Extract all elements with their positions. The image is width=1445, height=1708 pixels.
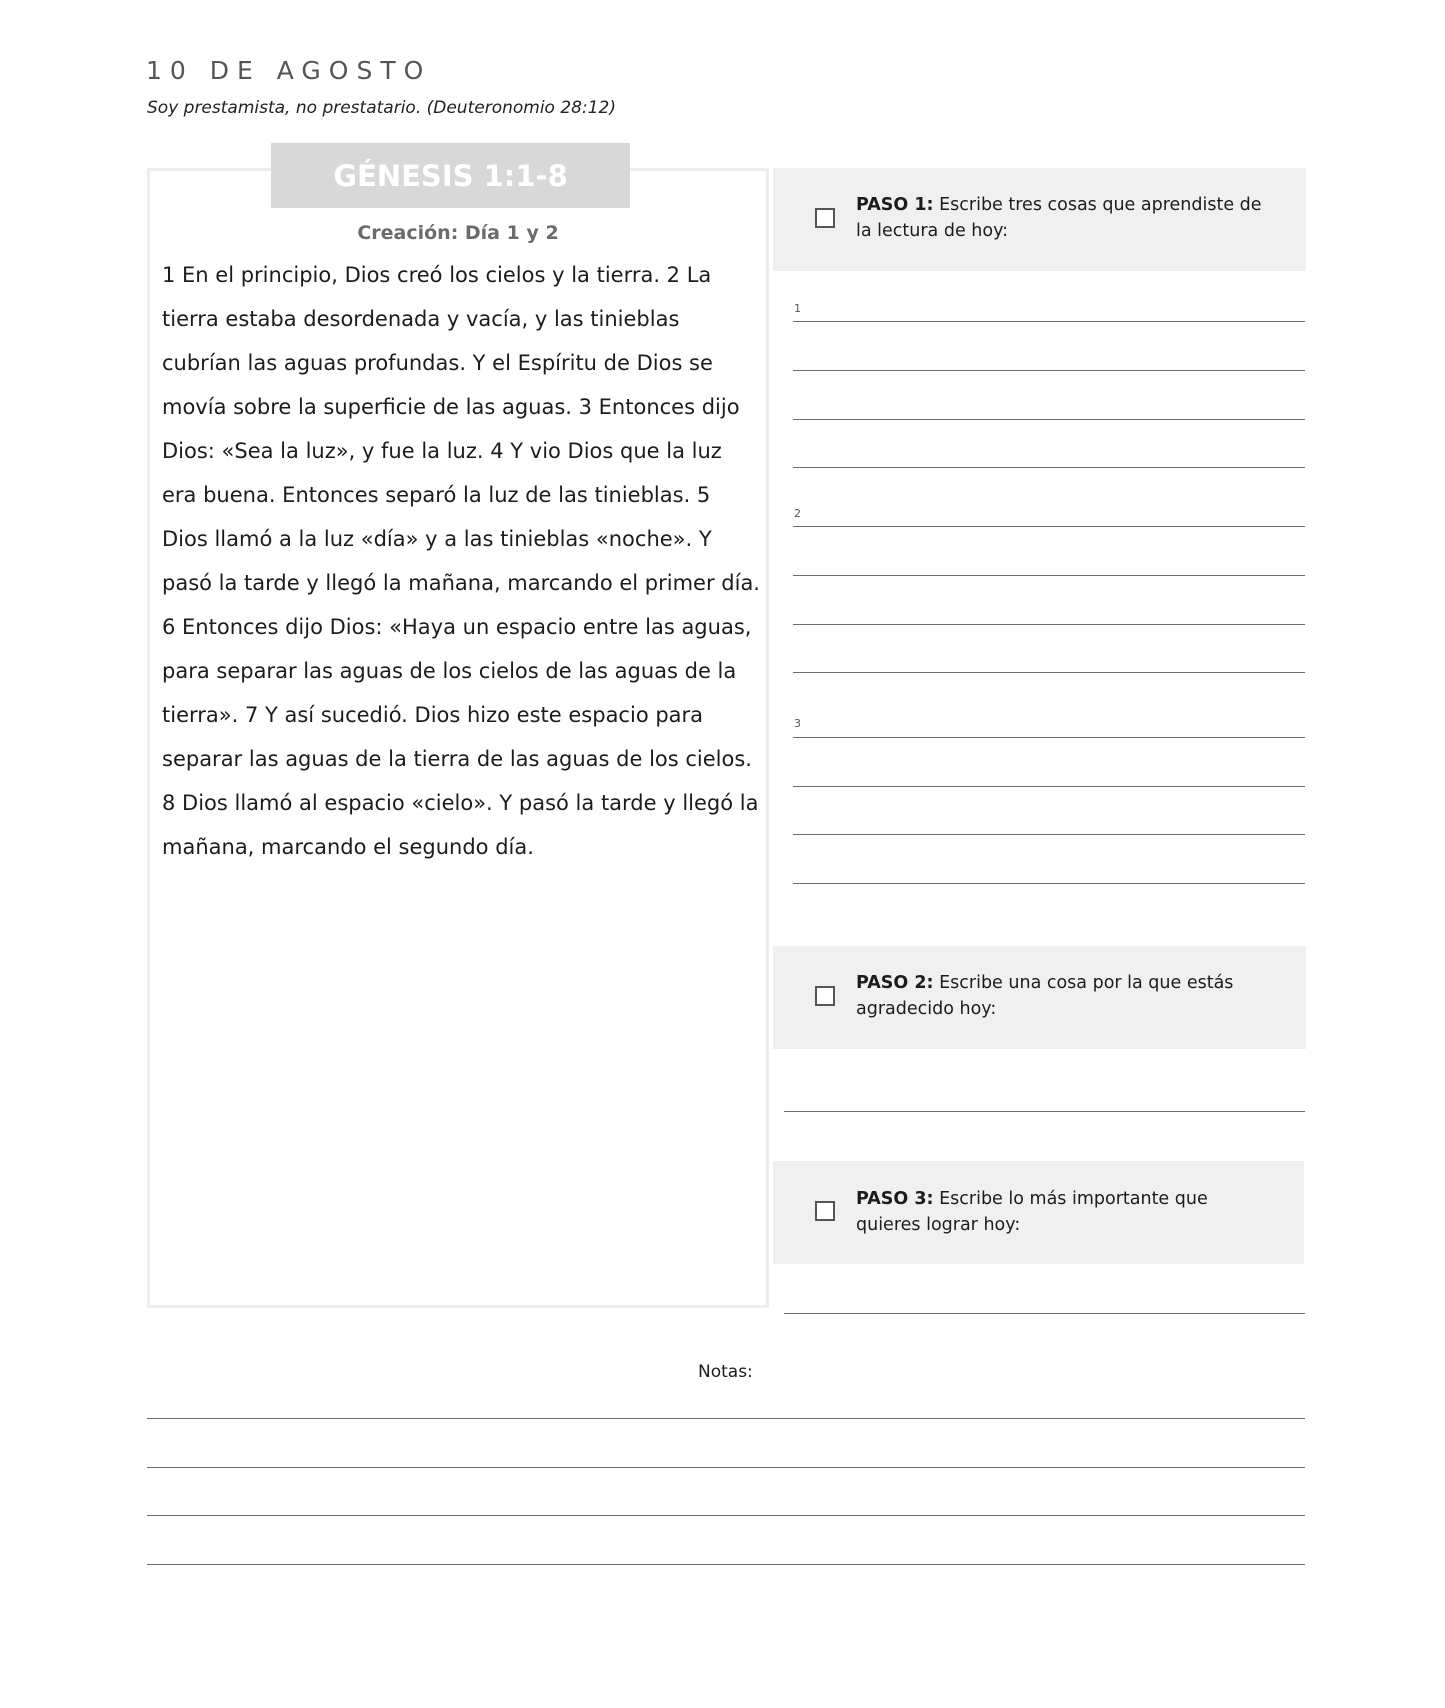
answer-line[interactable] — [793, 834, 1305, 835]
answer-line[interactable] — [784, 1313, 1305, 1314]
reading-subtitle: Creación: Día 1 y 2 — [357, 222, 559, 244]
notes-line[interactable] — [147, 1515, 1305, 1516]
answer-line[interactable] — [793, 526, 1305, 527]
step-2-label: PASO 2: — [856, 973, 934, 993]
answer-line[interactable] — [793, 575, 1305, 576]
reading-title-band — [271, 143, 630, 208]
notes-line[interactable] — [147, 1564, 1305, 1565]
answer-number-2: 2 — [794, 507, 801, 520]
notes-label: Notas: — [698, 1362, 753, 1382]
step-1-label: PASO 1: — [856, 195, 934, 215]
step-3-instructions — [856, 1186, 1266, 1238]
answer-number-3: 3 — [794, 717, 801, 730]
step-2-checkbox[interactable] — [815, 986, 835, 1006]
step-1-instructions — [856, 192, 1266, 244]
step-3-label: PASO 3: — [856, 1189, 934, 1209]
answer-line[interactable] — [793, 624, 1305, 625]
daily-verse: Soy prestamista, no prestatario. (Deuteronomio 28:12) — [147, 98, 616, 118]
answer-line[interactable] — [793, 321, 1305, 322]
answer-line[interactable] — [793, 672, 1305, 673]
answer-line[interactable] — [793, 786, 1305, 787]
answer-line[interactable] — [793, 419, 1305, 420]
answer-line[interactable] — [784, 1111, 1305, 1112]
reading-title: GÉNESIS 1:1-8 — [333, 158, 568, 193]
notes-line[interactable] — [147, 1467, 1305, 1468]
answer-line[interactable] — [793, 883, 1305, 884]
step-1-checkbox[interactable] — [815, 208, 835, 228]
step-3-text: Escribe lo más importante que quieres lograr hoy: — [856, 1189, 1208, 1235]
answer-line[interactable] — [793, 467, 1305, 468]
step-3-checkbox[interactable] — [815, 1201, 835, 1221]
answer-number-1: 1 — [794, 302, 801, 315]
notes-line[interactable] — [147, 1418, 1305, 1419]
page-date: 10 DE AGOSTO — [146, 56, 432, 85]
answer-line[interactable] — [793, 737, 1305, 738]
step-2-text: Escribe una cosa por la que estás agradecido hoy: — [856, 973, 1234, 1019]
reading-passage: 1 En el principio, Dios creó los cielos y la tierra. 2 La tierra estaba desordenada y vacía, y las tinieblas cubrían las aguas profundas. Y el Espíritu de Dios se movía sobre la superficie de las aguas. 3 Entonces dijo Dios: «Sea la luz», y fue la luz. 4 Y vio Dios que la luz era buena. Entonces separó la luz de las tinieblas. 5 Dios llamó a la luz «día» y a las tinieblas «noche». Y pasó la tarde y llegó la mañana, marcando el primer día. 6 Entonces dijo Dios: «Haya un espacio entre las aguas, para separar las aguas de los cielos de las aguas de la tierra». 7 Y así sucedió. Dios hizo este espacio para separar las aguas de la tierra de las aguas de los cielos. 8 Dios llamó al espacio «cielo». Y pasó la tarde y llegó la mañana, marcando el segundo día. — [162, 263, 760, 859]
step-1-text: Escribe tres cosas que aprendiste de la lectura de hoy: — [856, 195, 1262, 241]
answer-line[interactable] — [793, 370, 1305, 371]
step-2-instructions — [856, 970, 1266, 1022]
